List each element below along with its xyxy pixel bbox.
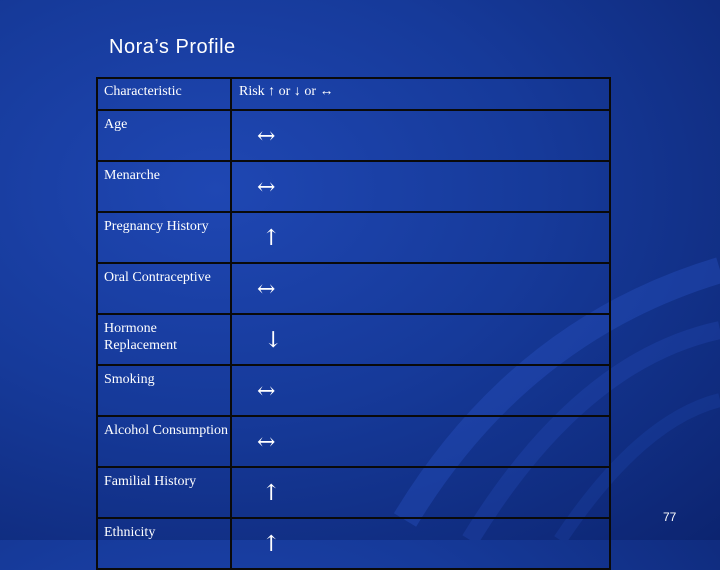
table-row-pregnancy-history bbox=[97, 212, 610, 263]
risk-cell bbox=[231, 416, 610, 467]
header-risk: Risk ↑ or ↓ or ↔ bbox=[231, 78, 610, 110]
characteristic-cell: Ethnicity bbox=[97, 518, 231, 569]
decrease-arrow-icon: ↓ bbox=[264, 328, 283, 353]
no-change-arrow-icon: ↔ bbox=[257, 430, 276, 455]
no-change-arrow-icon: ↔ bbox=[257, 379, 276, 404]
increase-arrow-icon: ↑ bbox=[262, 226, 281, 251]
page-number: 77 bbox=[663, 510, 677, 524]
risk-cell bbox=[231, 212, 610, 263]
characteristic-cell: Alcohol Consumption bbox=[97, 416, 231, 467]
no-change-arrow-icon: ↔ bbox=[257, 124, 276, 149]
risk-cell bbox=[231, 161, 610, 212]
risk-profile-table bbox=[96, 77, 611, 570]
risk-cell bbox=[231, 110, 610, 161]
increase-arrow-icon: ↑ bbox=[262, 532, 281, 557]
characteristic-cell: Familial History bbox=[97, 467, 231, 518]
table-row-ethnicity bbox=[97, 518, 610, 569]
characteristic-cell: Smoking bbox=[97, 365, 231, 416]
table-header-row bbox=[97, 78, 610, 110]
risk-cell bbox=[231, 467, 610, 518]
characteristic-cell: Age bbox=[97, 110, 231, 161]
risk-cell bbox=[231, 518, 610, 569]
risk-cell bbox=[231, 365, 610, 416]
characteristic-cell: Menarche bbox=[97, 161, 231, 212]
characteristic-cell: Pregnancy History bbox=[97, 212, 231, 263]
header-characteristic: Characteristic bbox=[97, 78, 231, 110]
no-change-arrow-icon: ↔ bbox=[257, 277, 276, 302]
table-row-menarche bbox=[97, 161, 610, 212]
risk-cell bbox=[231, 314, 610, 365]
characteristic-cell: Hormone Replacement bbox=[97, 314, 231, 365]
increase-arrow-icon: ↑ bbox=[262, 481, 281, 506]
no-change-arrow-icon: ↔ bbox=[257, 175, 276, 200]
slide-title: Nora’s Profile bbox=[109, 36, 236, 58]
table-row-oral-contraceptive bbox=[97, 263, 610, 314]
characteristic-cell: Oral Contraceptive bbox=[97, 263, 231, 314]
table-row-alcohol-consumption bbox=[97, 416, 610, 467]
table-row-smoking bbox=[97, 365, 610, 416]
table-row-hormone-replacement bbox=[97, 314, 610, 365]
risk-cell bbox=[231, 263, 610, 314]
table-row-age bbox=[97, 110, 610, 161]
table-row-familial-history bbox=[97, 467, 610, 518]
